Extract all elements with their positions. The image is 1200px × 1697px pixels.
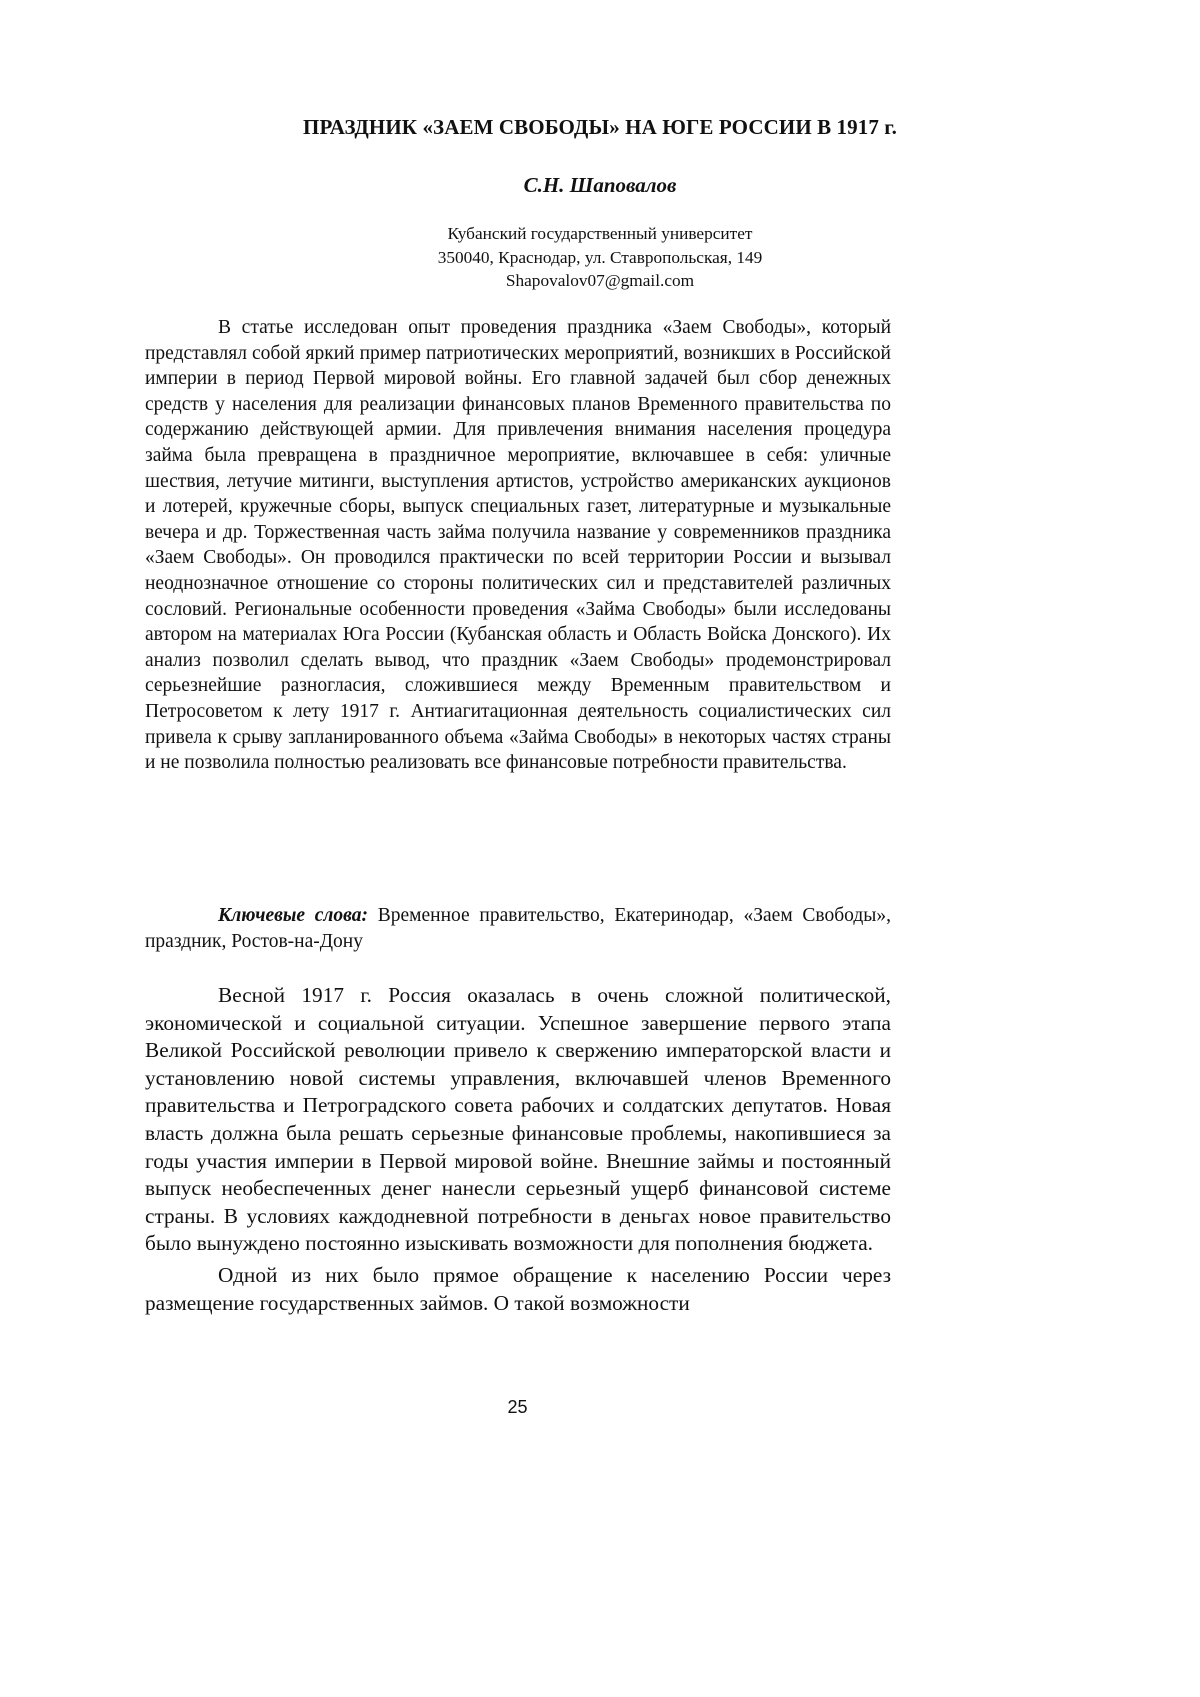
affiliation-email[interactable]: Shapovalov07@gmail.com	[145, 269, 1055, 293]
document-page	[0, 0, 1200, 1697]
body-text	[145, 982, 891, 1321]
body-paragraph-1: Весной 1917 г. Россия оказалась в очень сложной политической, экономической и социальной ситуации. Успешное завершение первого этапа Великой Российской революции привело к свержению императорской власти и установлению новой системы управления, включавшей членов Временного правительства и Петроградского совета рабочих и солдатских депутатов. Новая власть должна была решать серьезные финансовые проблемы, накопившиеся за годы участия империи в Первой мировой войне. Внешние займы и постоянный выпуск необеспеченных денег нанесли серьезный ущерб финансовой системе страны. В условиях каждодневной потребности в деньгах новое правительство было вынуждено постоянно изыскивать возможности для пополнения бюджета.	[145, 982, 891, 1258]
keywords-label: Ключевые слова:	[218, 905, 368, 926]
keywords-paragraph	[145, 903, 891, 954]
abstract-paragraph: В статье исследован опыт проведения праздника «Заем Свободы», который представлял собой яркий пример патриотических мероприятий, возникших в Российской империи в период Первой мировой войны. Его главной задачей был сбор денежных средств у населения для реализации финансовых планов Временного правительства по содержанию действующей армии. Для привлечения внимания населения процедура займа была превращена в праздничное мероприятие, включавшее в себя: уличные шествия, летучие митинги, выступления артистов, устройство американских аукционов и лотерей, кружечные сборы, выпуск специальных газет, литературные и музыкальные вечера и др. Торжественная часть займа получила название у современников праздника «Заем Свободы». Он проводился практически по всей территории России и вызывал неоднозначное отношение со стороны политических сил и представителей различных сословий. Региональные особенности проведения «Займа Свободы» были исследованы автором на материалах Юга России (Кубанская область и Область Войска Донского). Их анализ позволил сделать вывод, что праздник «Заем Свободы» продемонстрировал серьезнейшие разногласия, сложившиеся между Временным правительством и Петросоветом к лету 1917 г. Антиагитационная деятельность социалистических сил привела к срыву запланированного объема «Займа Свободы» в некоторых частях страны и не позволила полностью реализовать все финансовые потребности правительства.	[145, 315, 891, 776]
affiliation-address: 350040, Краснодар, ул. Ставропольская, 149	[145, 246, 1055, 270]
article-title: ПРАЗДНИК «ЗАЕМ СВОБОДЫ» НА ЮГЕ РОССИИ В 1917 г.	[145, 114, 1055, 140]
body-paragraph-2: Одной из них было прямое обращение к населению России через размещение государственных займов. О такой возможности	[145, 1262, 891, 1317]
affiliation-institution: Кубанский государственный университет	[145, 222, 1055, 246]
keywords-text: Временное правительство, Екатеринодар, «Заем Свободы», праздник, Ростов-на-Дону	[145, 905, 891, 952]
affiliation-block	[145, 222, 1055, 293]
page-number: 25	[0, 1396, 1035, 1418]
author-name: С.Н. Шаповалов	[145, 172, 1055, 198]
